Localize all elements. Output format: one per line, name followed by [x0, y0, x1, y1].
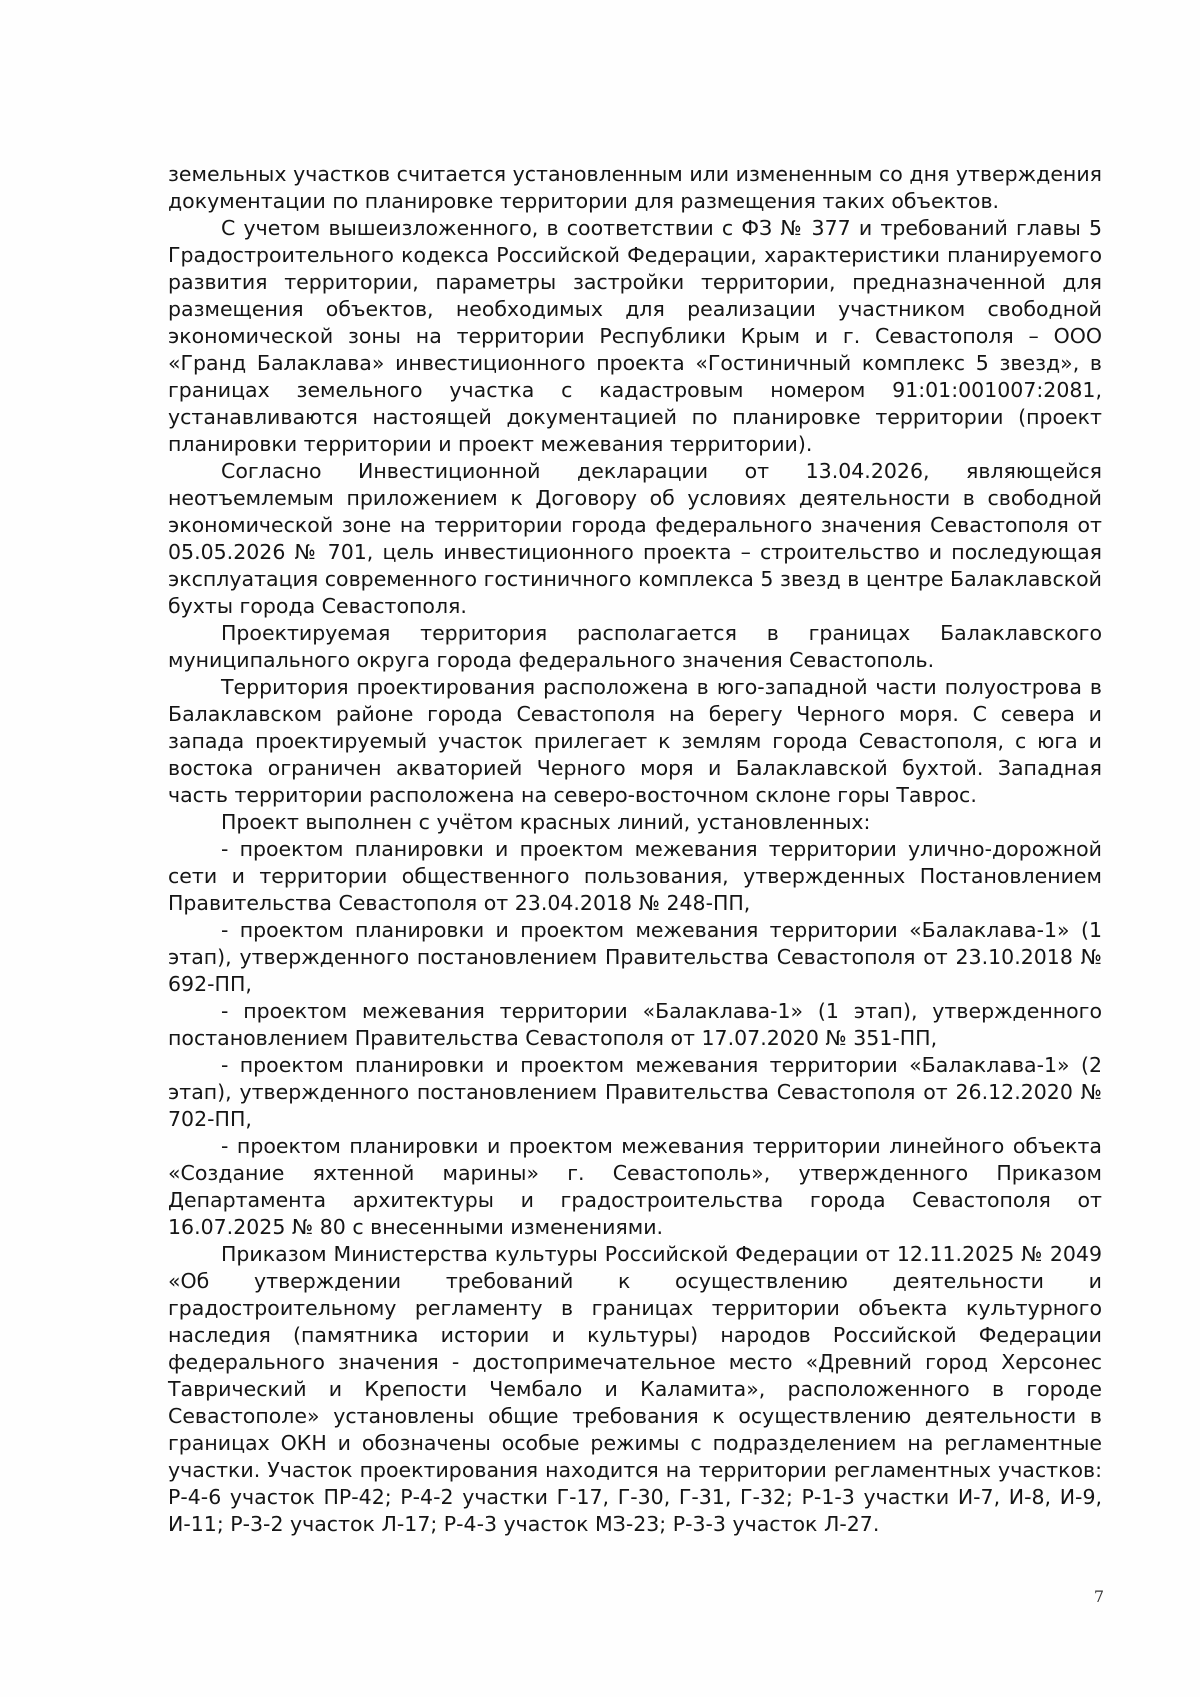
document-body — [168, 161, 1102, 1538]
list-item-red-lines-2: - проектом планировки и проектом межевания территории «Балаклава-1» (1 этап), утвержденного постановлением Правительства Севастополя от 23.10.2018 № 692-ПП, — [168, 918, 1102, 996]
paragraph-4: Проектируемая территория располагается в границах Балаклавского муниципального округа города федерального значения Севастополь. — [168, 621, 1102, 672]
paragraph-12: Приказом Министерства культуры Российской Федерации от 12.11.2025 № 2049 «Об утверждении требований к осуществлению деятельности и градостроительному регламенту в границах территории объекта культурного наследия (памятника истории и культуры) народов Российской Федерации федерального значения - достопримечательное место «Древний город Херсонес Таврический и Крепости Чембало и Каламита», расположенного в городе Севастополе» установлены общие требования к осуществлению деятельности в границах ОКН и обозначены особые режимы с подразделением на регламентные участки. Участок проектирования находится на территории регламентных участков: Р-4-6 участок ПР-42; Р-4-2 участки Г-17, Г-30, Г-31, Г-32; Р-1-3 участки И-7, И-8, И-9, И-11; Р-3-2 участок Л-17; Р-4-3 участок МЗ-23; Р-3-3 участок Л-27. — [168, 1242, 1102, 1536]
paragraph-5: Территория проектирования расположена в юго-западной части полуострова в Балаклавском районе города Севастополя на берегу Черного моря. С севера и запада проектируемый участок прилегает к землям города Севастополя, с юга и востока ограничен акваторией Черного моря и Балаклавской бухтой. Западная часть территории расположена на северо-восточном склоне горы Таврос. — [168, 675, 1102, 807]
page-number: 7 — [1093, 1587, 1104, 1606]
paragraph-2: С учетом вышеизложенного, в соответствии с ФЗ № 377 и требований главы 5 Градостроительного кодекса Российской Федерации, характеристики планируемого развития территории, параметры застройки территории, предназначенной для размещения объектов, необходимых для реализации участником свободной экономической зоны на территории Республики Крым и г. Севастополя – ООО «Гранд Балаклава» инвестиционного проекта «Гостиничный комплекс 5 звезд», в границах земельного участка с кадастровым номером 91:01:001007:2081, устанавливаются настоящей документацией по планировке территории (проект планировки территории и проект межевания территории). — [168, 216, 1102, 456]
paragraph-6: Проект выполнен с учётом красных линий, установленных: — [221, 810, 871, 834]
list-item-red-lines-3: - проектом межевания территории «Балаклава-1» (1 этап), утвержденного постановлением Правительства Севастополя от 17.07.2020 № 351-ПП, — [168, 999, 1102, 1050]
paragraph-1: земельных участков считается установленным или измененным со дня утверждения документации по планировке территории для размещения таких объектов. — [168, 162, 1102, 213]
list-item-red-lines-5: - проектом планировки и проектом межевания территории линейного объекта «Создание яхтенной марины» г. Севастополь», утвержденного Приказом Департамента архитектуры и градостроительства города Севастополя от 16.07.2025 № 80 с внесенными изменениями. — [168, 1134, 1102, 1239]
list-item-red-lines-1: - проектом планировки и проектом межевания территории улично-дорожной сети и территории общественного пользования, утвержденных Постановлением Правительства Севастополя от 23.04.2018 № 248-ПП, — [168, 837, 1102, 915]
list-item-red-lines-4: - проектом планировки и проектом межевания территории «Балаклава-1» (2 этап), утвержденного постановлением Правительства Севастополя от 26.12.2020 № 702-ПП, — [168, 1053, 1102, 1131]
paragraph-3: Согласно Инвестиционной декларации от 13.04.2026, являющейся неотъемлемым приложением к Договору об условиях деятельности в свободной экономической зоне на территории города федерального значения Севастополя от 05.05.2026 № 701, цель инвестиционного проекта – строительство и последующая эксплуатация современного гостиничного комплекса 5 звезд в центре Балаклавской бухты города Севастополя. — [168, 459, 1102, 618]
